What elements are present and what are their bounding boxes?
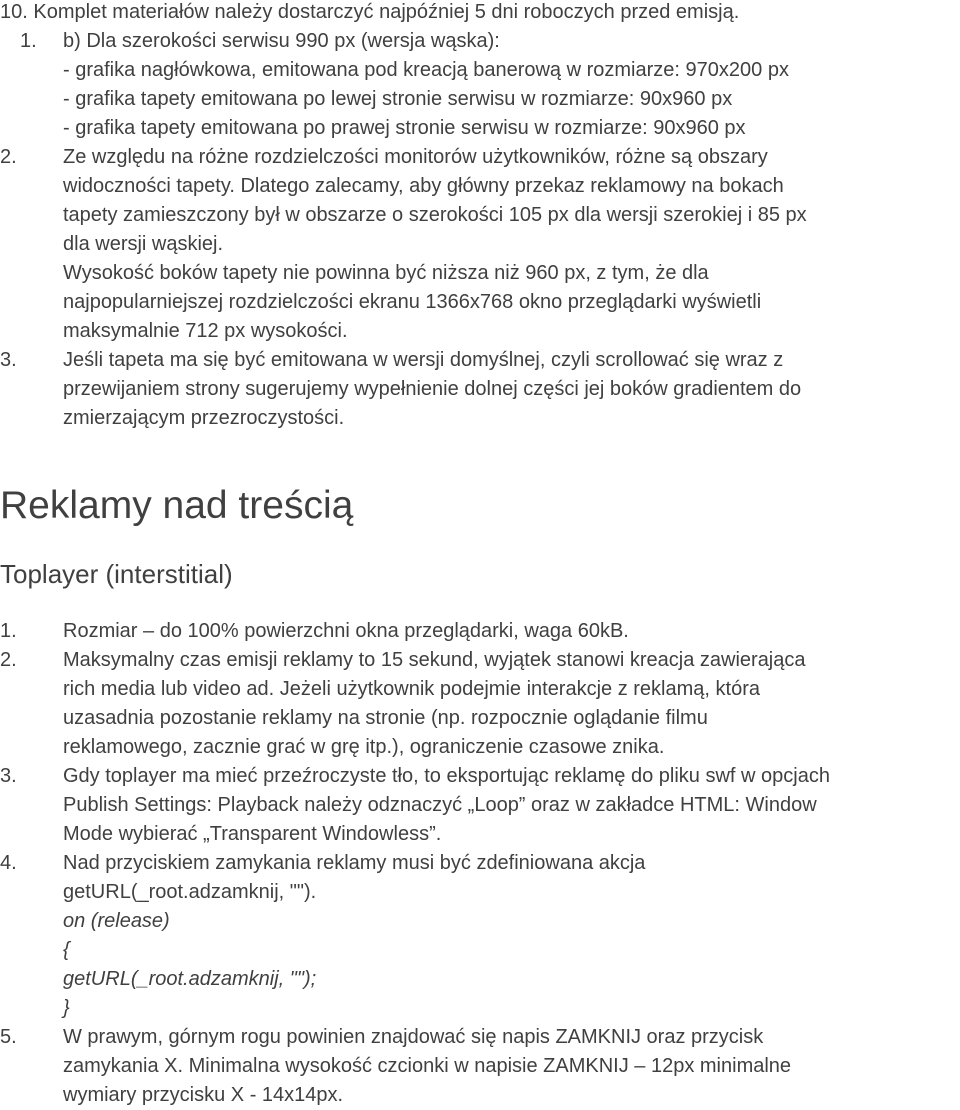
list-item xyxy=(0,0,739,27)
item-number: 1. xyxy=(0,620,17,642)
section-heading: Reklamy nad treścią xyxy=(0,484,354,527)
item-text: Rozmiar – do 100% powierzchni okna przeglądarki, waga 60kB. xyxy=(63,620,629,642)
item-text: reklamowego, zacznie grać w grę itp.), ograniczenie czasowe znika. xyxy=(63,736,665,758)
item-text: dla wersji wąskiej. xyxy=(63,233,224,255)
code-line: } xyxy=(63,997,70,1019)
item-text: przewijaniem strony sugerujemy wypełnienie dolnej części jej boków gradientem do xyxy=(63,378,802,400)
item-number: 3. xyxy=(0,765,17,787)
item-text: Maksymalny czas emisji reklamy to 15 sekund, wyjątek stanowi kreacja zawierająca xyxy=(63,649,806,671)
item-text: Komplet materiałów należy dostarczyć najpóźniej 5 dni roboczych przed emisją. xyxy=(33,1,740,23)
item-text: Mode wybierać „Transparent Windowless”. xyxy=(63,823,442,845)
item-number: 2. xyxy=(0,146,17,168)
item-text: Publish Settings: Playback należy odznaczyć „Loop” oraz w zakładce HTML: Window xyxy=(63,794,817,816)
item-text: Wysokość boków tapety nie powinna być niższa niż 960 px, z tym, że dla xyxy=(63,262,709,284)
code-line: on (release) xyxy=(63,910,170,932)
item-number: 3. xyxy=(0,349,17,371)
item-number: 1. xyxy=(20,30,37,52)
item-text: b) Dla szerokości serwisu 990 px (wersja wąska): xyxy=(63,30,500,52)
item-number: 2. xyxy=(0,649,17,671)
item-text: Nad przyciskiem zamykania reklamy musi być zdefiniowana akcja xyxy=(63,852,646,874)
item-text: uzasadnia pozostanie reklamy na stronie (np. rozpocznie oglądanie filmu xyxy=(63,707,708,729)
item-text: tapety zamieszczony był w obszarze o szerokości 105 px dla wersji szerokiej i 85 px xyxy=(63,204,807,226)
item-text: najpopularniejszej rozdzielczości ekranu 1366x768 okno przeglądarki wyświetli xyxy=(63,291,762,313)
item-text: zmierzającym przezroczystości. xyxy=(63,407,345,429)
item-text: - grafika tapety emitowana po lewej stronie serwisu w rozmiarze: 90x960 px xyxy=(63,88,733,110)
item-text: - grafika nagłówkowa, emitowana pod kreacją banerową w rozmiarze: 970x200 px xyxy=(63,59,789,81)
code-line: { xyxy=(63,939,70,961)
item-text: Ze względu na różne rozdzielczości monitorów użytkowników, różne są obszary xyxy=(63,146,768,168)
item-text: rich media lub video ad. Jeżeli użytkownik podejmie interakcje z reklamą, która xyxy=(63,678,760,700)
item-text: - grafika tapety emitowana po prawej stronie serwisu w rozmiarze: 90x960 px xyxy=(63,117,746,139)
item-text: wymiary przycisku X - 14x14px. xyxy=(63,1084,344,1106)
item-number: 10. xyxy=(0,1,28,23)
section-subheading: Toplayer (interstitial) xyxy=(0,559,233,589)
code-line: getURL(_root.adzamknij, ""); xyxy=(63,968,317,990)
item-number: 4. xyxy=(0,852,17,874)
item-text: maksymalnie 712 px wysokości. xyxy=(63,320,348,342)
item-text: W prawym, górnym rogu powinien znajdować się napis ZAMKNIJ oraz przycisk xyxy=(63,1026,764,1048)
item-text: Jeśli tapeta ma się być emitowana w wersji domyślnej, czyli scrollować się wraz z xyxy=(63,349,784,371)
item-text: getURL(_root.adzamknij, ""). xyxy=(63,881,317,903)
item-number: 5. xyxy=(0,1026,17,1048)
item-text: widoczności tapety. Dlatego zalecamy, aby główny przekaz reklamowy na bokach xyxy=(63,175,784,197)
item-text: zamykania X. Minimalna wysokość czcionki w napisie ZAMKNIJ – 12px minimalne xyxy=(63,1055,792,1077)
item-text: Gdy toplayer ma mieć przeźroczyste tło, to eksportując reklamę do pliku swf w opcjach xyxy=(63,765,830,787)
